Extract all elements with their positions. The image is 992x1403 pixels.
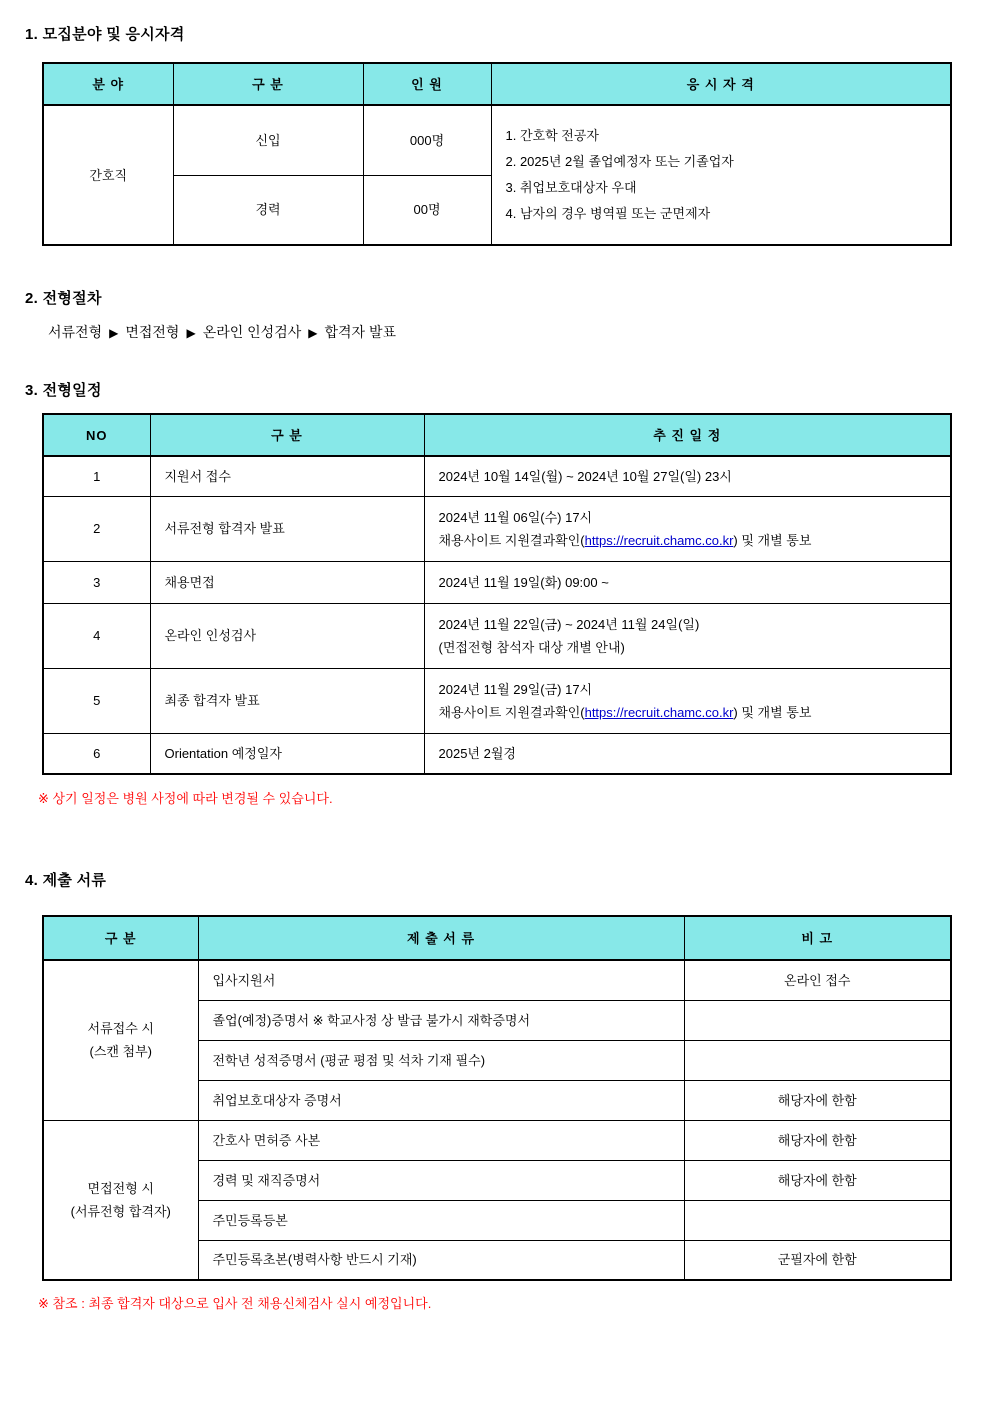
- cell-remark: 군필자에 한함: [684, 1240, 951, 1280]
- cell-no: 6: [43, 733, 150, 774]
- cell-qualifications: [491, 105, 951, 245]
- col-header-document: 제 출 서 류: [198, 916, 684, 960]
- cell-group-label: [43, 1120, 198, 1280]
- cell-document: 경력 및 재직증명서: [198, 1160, 684, 1200]
- schedule-line: 2024년 11월 29일(금) 17시: [438, 681, 593, 697]
- flow-arrow-icon: ▶: [109, 326, 119, 340]
- col-header-qualification: 응 시 자 격: [491, 63, 951, 105]
- cell-field: 간호직: [43, 105, 173, 245]
- cell-remark: 해당자에 한함: [684, 1160, 951, 1200]
- table-row: [43, 561, 951, 603]
- table-row: [43, 105, 951, 175]
- cell-document: 주민등록초본(병력사항 반드시 기재): [198, 1240, 684, 1280]
- recruitment-table: [42, 62, 952, 246]
- documents-header-row: [43, 916, 951, 960]
- table-row: [43, 960, 951, 1000]
- schedule-header-row: [43, 414, 951, 456]
- documents-note: ※ 참조 : 최종 합격자 대상으로 입사 전 채용신체검사 실시 예정입니다.: [38, 1296, 432, 1311]
- flow-arrow-icon: ▶: [308, 326, 318, 340]
- table-row: [43, 668, 951, 733]
- schedule-note: ※ 상기 일정은 병원 사정에 따라 변경될 수 있습니다.: [38, 791, 333, 806]
- documents-table: [42, 915, 952, 1281]
- table-row: [43, 496, 951, 561]
- cell-schedule: 2024년 10월 14일(월) ~ 2024년 10월 27일(일) 23시: [424, 456, 951, 496]
- flow-step: 합격자 발표: [324, 324, 396, 340]
- cell-schedule: [424, 603, 951, 668]
- group-label-line: 면접전형 시: [87, 1180, 154, 1196]
- recruit-site-link[interactable]: https://recruit.chamc.co.kr: [584, 532, 734, 548]
- section3-title: 3. 전형일정: [25, 382, 102, 399]
- link-prefix: 채용사이트 지원결과확인(: [438, 532, 585, 548]
- group-label-line: (스캔 첨부): [89, 1044, 152, 1060]
- cell-category: 지원서 접수: [150, 456, 424, 496]
- cell-type-new: 신입: [173, 105, 363, 175]
- cell-remark: 온라인 접수: [684, 960, 951, 1000]
- table-row: [43, 733, 951, 774]
- cell-schedule: 2025년 2월경: [424, 733, 951, 774]
- cell-category: 최종 합격자 발표: [150, 668, 424, 733]
- section4-title: 4. 제출 서류: [25, 872, 107, 889]
- schedule-line: [439, 701, 937, 724]
- group-label-line: (서류전형 합격자): [70, 1203, 171, 1219]
- table-row: [43, 456, 951, 496]
- recruitment-header-row: [43, 63, 951, 105]
- cell-category: Orientation 예정일자: [150, 733, 424, 774]
- cell-remark: [684, 1040, 951, 1080]
- qualification-line: 2. 2025년 2월 졸업예정자 또는 기졸업자: [505, 154, 734, 169]
- col-header-remark: 비 고: [684, 916, 951, 960]
- flow-step: 면접전형: [125, 324, 180, 340]
- cell-no: 3: [43, 561, 150, 603]
- cell-document: 취업보호대상자 증명서: [198, 1080, 684, 1120]
- cell-no: 2: [43, 496, 150, 561]
- col-header-category: 구 분: [150, 414, 424, 456]
- cell-category: 온라인 인성검사: [150, 603, 424, 668]
- schedule-line: 2024년 11월 06일(수) 17시: [438, 509, 593, 525]
- qualification-line: 1. 간호학 전공자: [505, 128, 599, 143]
- flow-step: 온라인 인성검사: [202, 324, 302, 340]
- cell-no: 4: [43, 603, 150, 668]
- col-header-group: 구 분: [43, 916, 198, 960]
- cell-group-label: [43, 960, 198, 1120]
- cell-document: 간호사 면허증 사본: [198, 1120, 684, 1160]
- recruit-site-link[interactable]: https://recruit.chamc.co.kr: [584, 704, 734, 720]
- col-header-field: 분 야: [43, 63, 173, 105]
- cell-schedule: [424, 496, 951, 561]
- cell-remark: [684, 1000, 951, 1040]
- cell-count-new: 000명: [363, 105, 491, 175]
- cell-no: 5: [43, 668, 150, 733]
- section2-title: 2. 전형절차: [25, 290, 102, 307]
- cell-document: 졸업(예정)증명서 ※ 학교사정 상 발급 불가시 재학증명서: [198, 1000, 684, 1040]
- cell-count-career: 00명: [363, 175, 491, 245]
- section1-title: 1. 모집분야 및 응시자격: [25, 26, 185, 43]
- group-label-line: 서류접수 시: [87, 1021, 154, 1037]
- col-header-schedule: 추 진 일 정: [424, 414, 951, 456]
- cell-remark: 해당자에 한함: [684, 1120, 951, 1160]
- link-suffix: ) 및 개별 통보: [733, 704, 812, 720]
- schedule-line: (면접전형 참석자 대상 개별 안내): [438, 639, 625, 655]
- col-header-count: 인 원: [363, 63, 491, 105]
- link-suffix: ) 및 개별 통보: [733, 532, 812, 548]
- qualification-line: 3. 취업보호대상자 우대: [505, 180, 637, 195]
- cell-category: 채용면접: [150, 561, 424, 603]
- cell-category: 서류전형 합격자 발표: [150, 496, 424, 561]
- schedule-line: 2024년 11월 22일(금) ~ 2024년 11월 24일(일): [438, 616, 700, 632]
- cell-remark: 해당자에 한함: [684, 1080, 951, 1120]
- cell-remark: [684, 1200, 951, 1240]
- col-header-no: NO: [43, 414, 150, 456]
- schedule-line: [439, 529, 937, 552]
- cell-schedule: 2024년 11월 19일(화) 09:00 ~: [424, 561, 951, 603]
- col-header-type: 구 분: [173, 63, 363, 105]
- flow-step: 서류전형: [48, 324, 103, 340]
- cell-document: 전학년 성적증명서 (평균 평점 및 석차 기재 필수): [198, 1040, 684, 1080]
- cell-document: 주민등록등본: [198, 1200, 684, 1240]
- cell-document: 입사지원서: [198, 960, 684, 1000]
- process-flow: [48, 322, 950, 343]
- cell-type-career: 경력: [173, 175, 363, 245]
- table-row: [43, 603, 951, 668]
- cell-schedule: [424, 668, 951, 733]
- flow-arrow-icon: ▶: [186, 326, 196, 340]
- cell-no: 1: [43, 456, 150, 496]
- table-row: [43, 1120, 951, 1160]
- link-prefix: 채용사이트 지원결과확인(: [438, 704, 585, 720]
- schedule-table: [42, 413, 952, 775]
- qualification-line: 4. 남자의 경우 병역필 또는 군면제자: [505, 206, 711, 221]
